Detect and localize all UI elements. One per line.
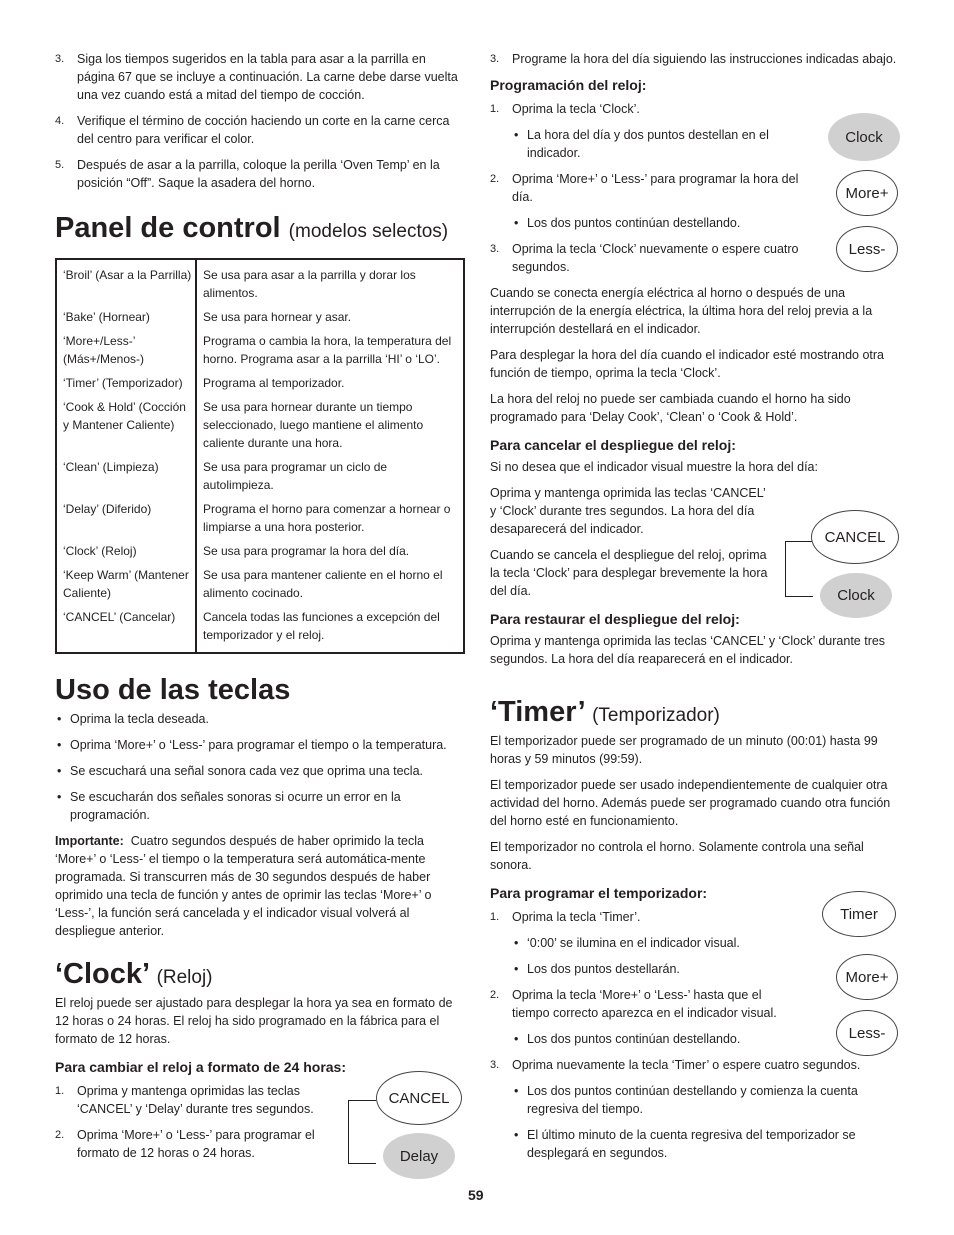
left-column [55, 50, 465, 1170]
more-key-2[interactable]: More+ [836, 954, 898, 1000]
table-row: ‘CANCEL’ (Cancelar) Cancela todas las funciones a excepción del temporizador y el reloj. [56, 605, 464, 653]
bracket-2 [348, 1100, 376, 1164]
list-item: 3. Oprima nuevamente la tecla ‘Timer’ o espere cuatro segundos. • Los dos puntos continúan destellando y comienza la cuenta regresiva del tiempo. • El último minuto de la cuenta regresiva del temporizador se desplegará en segundos. [490, 1056, 902, 1162]
h24-heading: Para cambiar el reloj a formato de 24 horas: [55, 1059, 347, 1075]
list-item: 3. Siga los tiempos sugeridos en la tabla para asar a la parrilla en página 67 que se incluye a continuación. La carne debe darse vuelta una vez cuando está a mitad del tiempo de cocción. [55, 52, 458, 102]
table-row: ‘Keep Warm’ (Mantener Caliente) Se usa para mantener caliente en el horno el alimento cocinado. [56, 563, 464, 605]
table-row: ‘Cook & Hold’ (Cocción y Mantener Caliente) Se usa para hornear durante un tiempo seleccionado, luego mantiene el alimento caliente durante una hora. [56, 395, 464, 455]
power-paragraph: Cuando se conecta energía eléctrica al horno o después de una interrupción de la energía eléctrica, la última hora del reloj previa a la interrupción destellará en el indicador. [490, 286, 873, 336]
clock-heading: ‘Clock’ (Reloj) [55, 958, 213, 990]
list-item: 5. Después de asar a la parrilla, coloque la perilla ‘Oven Temp’ en la posición “Off”. Saque la asadera del horno. [55, 158, 440, 190]
table-row: ‘Bake’ (Hornear) Se usa para hornear y asar. [56, 305, 464, 329]
restore-text: Oprima y mantenga oprimida las teclas ‘CANCEL’ y ‘Clock’ durante tres segundos. La hora del día reaparecerá en el indicador. [490, 634, 886, 666]
importante-note: Importante: Cuatro segundos después de haber oprimido la tecla ‘More+’ o ‘Less-’ el tiempo o la temperatura será automática-mente programada. Si transcurren más de 30 segundos después de haber oprimido una tecla de función y antes de oprimir las teclas ‘More+’ o ‘Less-’, la función será cancelada y el indicador visual volverá al despliegue anterior. [55, 834, 432, 938]
prog-heading: Programación del reloj: [490, 77, 647, 93]
list-item: • Se escuchará una señal sonora cada vez que oprima una tecla. [55, 762, 465, 780]
bracket [785, 541, 813, 597]
list-item: 2. Oprima ‘More+’ o ‘Less-’ para programar la hora del día. [490, 172, 799, 204]
delay-key[interactable]: Delay [383, 1133, 455, 1179]
page-number: 59 [468, 1187, 484, 1203]
table-row: ‘More+/Less-’ (Más+/Menos-) Programa o cambia la hora, la temperatura del horno. Programa asar a la parrilla ‘HI’ o ‘LO’. [56, 329, 464, 371]
less-key-2[interactable]: Less- [836, 1010, 898, 1056]
tprog-heading: Para programar el temporizador: [490, 885, 708, 901]
timer-key[interactable]: Timer [822, 891, 896, 937]
prog-steps [490, 100, 800, 276]
table-row: ‘Broil’ (Asar a la Parrilla) Se usa para asar a la parrilla y dorar los alimentos. [56, 259, 464, 305]
panel-heading: Panel de control (modelos selectos) [55, 212, 449, 244]
table-row: ‘Timer’ (Temporizador) Programa al temporizador. [56, 371, 464, 395]
list-item: 3. Programe la hora del día siguiendo las instrucciones indicadas abajo. [490, 52, 897, 66]
list-item: • Los dos puntos continúan destellando. [490, 214, 800, 232]
list-item: 3. Oprima la tecla ‘Clock’ nuevamente o espere cuatro segundos. [490, 242, 799, 274]
list-item: 1. Oprima y mantenga oprimidas las teclas ‘CANCEL’ y ‘Delay’ durante tres segundos. [55, 1084, 314, 1116]
cancel-heading: Para cancelar el despliegue del reloj: [490, 437, 736, 453]
timer-steps [490, 908, 861, 1162]
timer-p1: El temporizador puede ser programado de un minuto (00:01) hasta 99 horas y 59 minutos (99:59). [490, 734, 878, 766]
list-item: 2. Oprima la tecla ‘More+’ o ‘Less-’ hasta que el tiempo correcto aparezca en el indicador visual. • Los dos puntos continúan destellando. [490, 986, 800, 1048]
list-item: 1. Oprima la tecla ‘Clock’. [490, 102, 640, 116]
timer-p2: El temporizador puede ser usado independientemente de cualquier otra actividad del horno. Además puede ser programado cuando otra función del horno esté en funcionamiento. [490, 778, 891, 828]
table-row: ‘Clean’ (Limpieza) Se usa para programar un ciclo de autolimpieza. [56, 455, 464, 497]
display-paragraph: Para desplegar la hora del día cuando el indicador esté mostrando otra función de tiempo, oprima la tecla ‘Clock’. [490, 348, 885, 380]
list-item: • Se escucharán dos señales sonoras si ocurre un error en la programación. [55, 788, 465, 824]
timer-heading: ‘Timer’ (Temporizador) [490, 696, 720, 728]
list-item: • Oprima ‘More+’ o ‘Less-’ para programar el tiempo o la temperatura. [55, 736, 465, 754]
timer-p3: El temporizador no controla el horno. Solamente controla una señal sonora. [490, 840, 864, 872]
cancel-key-2[interactable]: CANCEL [376, 1071, 462, 1125]
cancel-intro: Si no desea que el indicador visual muestre la hora del día: [490, 460, 818, 474]
list-item: 1. Oprima la tecla ‘Timer’. • ‘0:00’ se ilumina en el indicador visual. • Los dos puntos destellarán. [490, 908, 800, 978]
list-item: 2. Oprima ‘More+’ o ‘Less-’ para programar el formato de 12 horas o 24 horas. [55, 1128, 315, 1160]
broil-steps [55, 50, 465, 192]
more-key[interactable]: More+ [836, 170, 898, 216]
list-item: 4. Verifique el término de cocción haciendo un corte en la carne cerca del centro para verificar el color. [55, 114, 450, 146]
locked-paragraph: La hora del reloj no puede ser cambiada cuando el horno ha sido programado para ‘Delay Cook’, ‘Clean’ o ‘Cook & Hold’. [490, 392, 851, 424]
control-table [55, 258, 465, 654]
h24-steps [55, 1082, 335, 1162]
table-row: ‘Delay’ (Diferido) Programa el horno para comenzar a hornear o limpiarse a una hora posterior. [56, 497, 464, 539]
clock-key-2[interactable]: Clock [820, 573, 892, 618]
list-item: • La hora del día y dos puntos destellan en el indicador. [490, 126, 800, 162]
uso-list [55, 710, 465, 824]
restore-heading: Para restaurar el despliegue del reloj: [490, 611, 740, 627]
clock-intro: El reloj puede ser ajustado para desplegar la hora ya sea en formato de 12 horas o 24 horas. El reloj ha sido programado en la fábrica para el formato de 12 horas. [55, 996, 453, 1046]
clock-setup-step [490, 50, 900, 68]
cancel-p2: Cuando se cancela el despliegue del reloj, oprima la tecla ‘Clock’ para desplegar brevemente la hora del día. [490, 548, 768, 598]
clock-key[interactable]: Clock [828, 113, 900, 161]
table-row: ‘Clock’ (Reloj) Se usa para programar la hora del día. [56, 539, 464, 563]
cancel-key[interactable]: CANCEL [811, 510, 899, 564]
less-key[interactable]: Less- [836, 226, 898, 272]
cancel-p1: Oprima y mantenga oprimida las teclas ‘CANCEL’ y ‘Clock’ durante tres segundos. La hora del día desaparecerá del indicador. [490, 486, 766, 536]
uso-heading: Uso de las teclas [55, 674, 291, 706]
list-item: • Oprima la tecla deseada. [55, 710, 465, 728]
